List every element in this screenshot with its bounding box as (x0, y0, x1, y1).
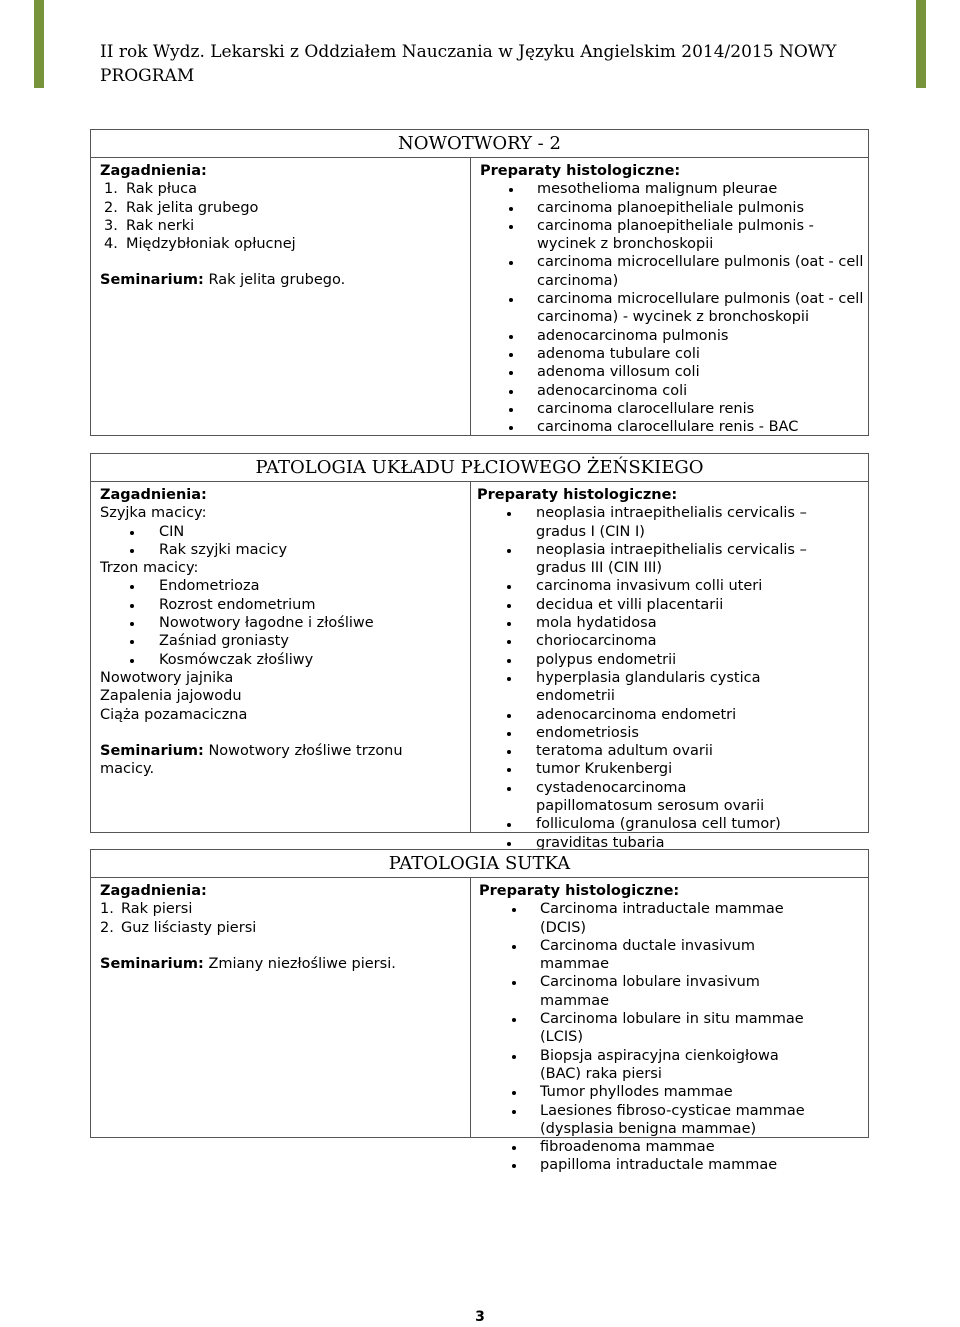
list-item: teratoma adultum ovarii (477, 742, 807, 760)
list-item: adenocarcinoma pulmonis (476, 327, 868, 345)
histology-label: Preparaty histologiczne: (479, 883, 680, 899)
list-item: 1. Rak płuca (104, 181, 198, 198)
list-item: Carcinoma lobulare invasivum mammae (479, 973, 809, 1010)
list-item: Biopsja aspiracyjna cienkoigłowa (BAC) raka piersi (479, 1047, 809, 1084)
list-item: choriocarcinoma (477, 632, 807, 650)
histology-column (471, 878, 868, 1174)
list-item: Carcinoma ductale invasivum mammae (479, 937, 809, 974)
header-line-2: PROGRAM (100, 66, 195, 86)
list-item: adenocarcinoma coli (476, 382, 868, 400)
list-item: Tumor phyllodes mammae (479, 1083, 809, 1101)
list-item: carcinoma microcellulare pulmonis (oat - cell carcinoma) (476, 253, 868, 290)
header-line-1: II rok Wydz. Lekarski z Oddziałem Nauczania w Języku Angielskim 2014/2015 NOWY (100, 42, 837, 62)
histology-column (471, 482, 868, 851)
list-item: adenocarcinoma endometri (477, 706, 807, 724)
list-item: carcinoma clarocellulare renis (476, 400, 868, 418)
page-number: 3 (475, 1309, 485, 1325)
list-item: papilloma intraductale mammae (479, 1156, 809, 1174)
list-item: Carcinoma lobulare in situ mammae (LCIS) (479, 1010, 809, 1047)
page-header (100, 40, 900, 88)
list-item: hyperplasia glandularis cystica endometrii (477, 669, 807, 706)
header-accent-bar-left (34, 0, 44, 88)
list-item: neoplasia intraepithelialis cervicalis – gradus I (CIN I) (477, 504, 807, 541)
list-item: polypus endometrii (477, 651, 807, 669)
list-item: carcinoma clarocellulare renis - BAC (476, 418, 868, 436)
cervix-label: Szyjka macicy: (100, 505, 207, 522)
topics-list (100, 900, 470, 937)
histology-label: Preparaty histologiczne: (480, 163, 681, 179)
histology-label: Preparaty histologiczne: (477, 487, 678, 503)
seminar-line: Seminarium: Zmiany niezłośliwe piersi. (100, 955, 396, 972)
list-item: adenoma villosum coli (476, 363, 868, 381)
list-item: carcinoma planoepitheliale pulmonis - wycinek z bronchoskopii (476, 217, 868, 254)
list-item: Rak szyjki macicy (100, 541, 470, 559)
list-item: adenoma tubulare coli (476, 345, 868, 363)
list-item: Nowotwory łagodne i złośliwe (100, 614, 470, 632)
topics-column (91, 482, 471, 832)
topics-column (91, 158, 471, 435)
seminar-line: Seminarium: Rak jelita grubego. (100, 272, 346, 289)
list-item: neoplasia intraepithelialis cervicalis – gradus III (CIN III) (477, 541, 807, 578)
list-item: 1. Rak piersi (100, 901, 193, 918)
section-nowotwory-2 (90, 129, 869, 436)
section-title: PATOLOGIA SUTKA (91, 850, 868, 878)
list-item: fibroadenoma mammae (479, 1138, 809, 1156)
list-item: carcinoma microcellulare pulmonis (oat - cell carcinoma) - wycinek z bronchoskopii (476, 290, 868, 327)
list-item: tumor Krukenbergi (477, 760, 807, 778)
list-item: carcinoma invasivum colli uteri (477, 577, 807, 595)
seminar-line: Seminarium: Nowotwory złośliwe trzonu macicy. (100, 742, 403, 778)
list-item: CIN (100, 523, 470, 541)
histology-column (471, 158, 868, 435)
histology-list (476, 180, 868, 436)
list-item: 2. Guz liściasty piersi (100, 919, 257, 936)
section-title: NOWOTWORY - 2 (91, 130, 868, 158)
other-topic: Nowotwory jajnika (100, 669, 234, 686)
list-item: endometriosis (477, 724, 807, 742)
list-item: cystadenocarcinoma papillomatosum serosum ovarii (477, 779, 807, 816)
section-patologia-sutka (90, 849, 869, 1174)
list-item: 2. Rak jelita grubego (104, 199, 259, 216)
topics-label: Zagadnienia: (100, 163, 207, 179)
topics-label: Zagadnienia: (100, 883, 207, 899)
list-item: 3. Rak nerki (104, 217, 195, 234)
list-item: folliculoma (granulosa cell tumor) (477, 815, 807, 833)
topics-column (91, 878, 471, 1137)
other-topic: Zapalenia jajowodu (100, 688, 242, 705)
header-accent-bar-right (916, 0, 926, 88)
list-item: Kosmówczak złośliwy (100, 651, 470, 669)
list-item: Carcinoma intraductale mammae (DCIS) (479, 900, 809, 937)
list-item: Zaśniad groniasty (100, 632, 470, 650)
list-item: Endometrioza (100, 577, 470, 595)
section-patologia-ukladu-plciowego (90, 453, 869, 851)
list-item: mesothelioma malignum pleurae (476, 180, 868, 198)
histology-list (477, 504, 807, 852)
list-item: 4. Międzybłoniak opłucnej (104, 236, 296, 253)
cervix-list (100, 523, 470, 560)
topics-label: Zagadnienia: (100, 487, 207, 503)
topics-list (100, 180, 470, 253)
uterus-label: Trzon macicy: (100, 560, 199, 577)
section-title: PATOLOGIA UKŁADU PŁCIOWEGO ŻEŃSKIEGO (91, 454, 868, 482)
list-item: carcinoma planoepitheliale pulmonis (476, 199, 868, 217)
histology-list (479, 900, 809, 1174)
list-item: Rozrost endometrium (100, 596, 470, 614)
list-item: mola hydatidosa (477, 614, 807, 632)
list-item: graviditas tubaria (477, 834, 807, 852)
list-item: decidua et villi placentarii (477, 596, 807, 614)
other-topic: Ciąża pozamaciczna (100, 706, 248, 723)
uterus-list (100, 577, 470, 668)
list-item: Laesiones fibroso-cysticae mammae (dysplasia benigna mammae) (479, 1102, 809, 1139)
